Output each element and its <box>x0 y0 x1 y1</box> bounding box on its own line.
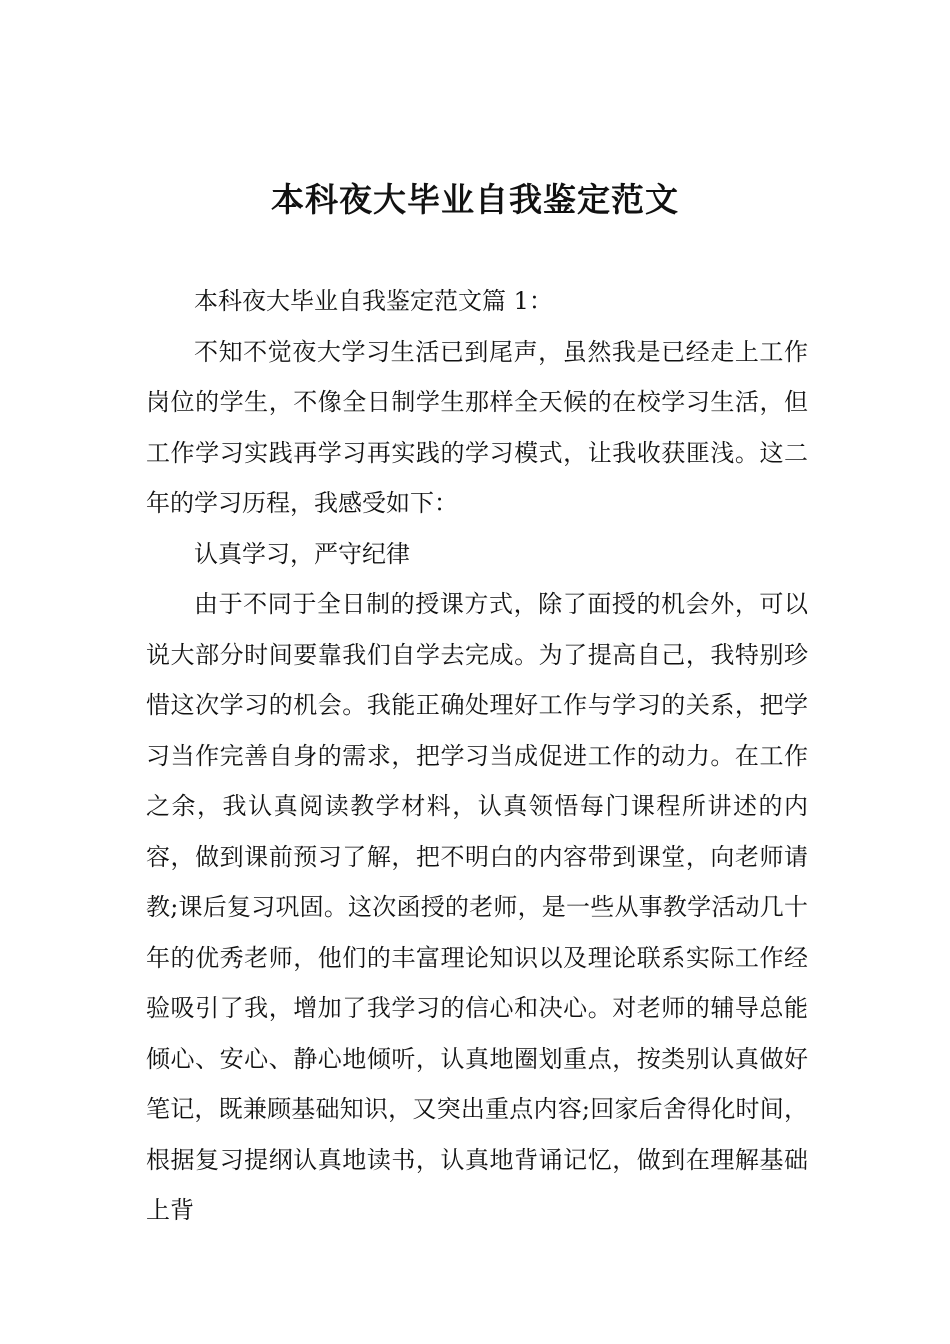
paragraph: 由于不同于全日制的授课方式，除了面授的机会外，可以说大部分时间要靠我们自学去完成。为了提高自己，我特别珍惜这次学习的机会。我能正确处理好工作与学习的关系，把学习当作完善自身的需求，把学习当成促进工作的动力。在工作之余，我认真阅读教学材料，认真领悟每门课程所讲述的内容，做到课前预习了解，把不明白的内容带到课堂，向老师请教;课后复习巩固。这次函授的老师，是一些从事教学活动几十年的优秀老师，他们的丰富理论知识以及理论联系实际工作经验吸引了我，增加了我学习的信心和决心。对老师的辅导总能倾心、安心、静心地倾听，认真地圈划重点，按类别认真做好笔记，既兼顾基础知识，又突出重点内容;回家后舍得化时间，根据复习提纲认真地读书，认真地背诵记忆，做到在理解基础上背 <box>146 590 808 1224</box>
document-body <box>146 276 808 1236</box>
document-title: 本科夜大毕业自我鉴定范文 <box>271 180 679 219</box>
section-heading: 本科夜大毕业自我鉴定范文篇 1： <box>194 287 553 315</box>
paragraph: 不知不觉夜大学习生活已到尾声，虽然我是已经走上工作岗位的学生，不像全日制学生那样全天候的在校学习生活，但工作学习实践再学习再实践的学习模式，让我收获匪浅。这二年的学习历程，我感受如下： <box>146 337 808 517</box>
subheading: 认真学习，严守纪律 <box>194 539 410 568</box>
